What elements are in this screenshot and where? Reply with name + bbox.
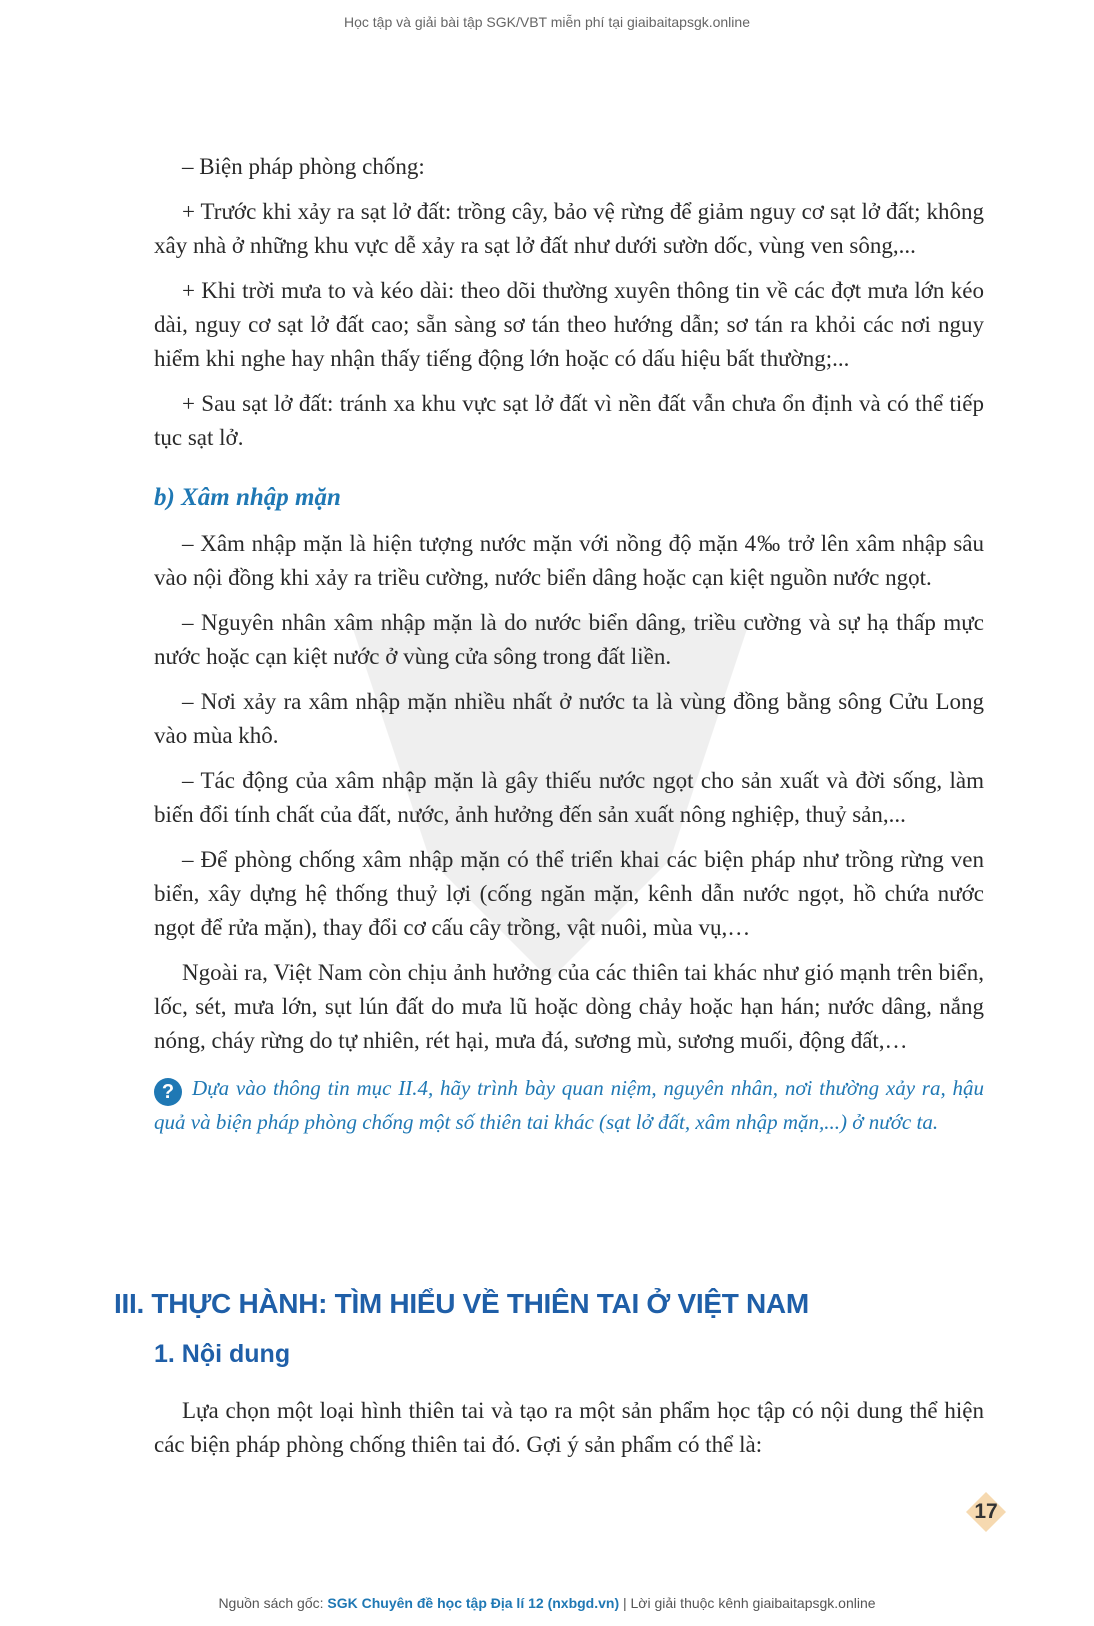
paragraph: + Khi trời mưa to và kéo dài: theo dõi thường xuyên thông tin về các đợt mưa lớn kéo dài, nguy cơ sạt lở đất cao; sẵn sàng sơ tán theo hướng dẫn; sơ tán ra khỏi các nơi nguy hiểm khi nghe hay nhận thấy tiếng động lớn hoặc có dấu hiệu bất thường;... [154,278,984,371]
question-circle-icon: ? [154,1078,182,1106]
main-content [154,150,984,1138]
question-text: Dựa vào thông tin mục II.4, hãy trình bày quan niệm, nguyên nhân, nơi thường xảy ra, hậu quả và biện pháp phòng chống một số thiên tai khác (sạt lở đất, xâm nhập mặn,...) ở nước ta. [154,1076,984,1134]
question-box [154,1072,984,1138]
header-note: Học tập và giải bài tập SGK/VBT miễn phí tại giaibaitapsgk.online [344,14,750,30]
paragraph: – Để phòng chống xâm nhập mặn có thể triển khai các biện pháp như trồng rừng ven biển, xây dựng hệ thống thuỷ lợi (cống ngăn mặn, kênh dẫn nước ngọt, hồ chứa nước ngọt để rửa mặn), thay đổi cơ cấu cây trồng, vật nuôi, mùa vụ,… [154,847,984,940]
paragraph: – Nguyên nhân xâm nhập mặn là do nước biển dâng, triều cường và sự hạ thấp mực nước hoặc cạn kiệt nước ở vùng cửa sông trong đất liền. [154,610,984,669]
paragraph: – Nơi xảy ra xâm nhập mặn nhiều nhất ở nước ta là vùng đồng bằng sông Cửu Long vào mùa khô. [154,689,984,748]
footer-source-link[interactable]: SGK Chuyên đề học tập Địa lí 12 (nxbgd.vn) [327,1595,620,1611]
paragraph: – Xâm nhập mặn là hiện tượng nước mặn với nồng độ mặn 4‰ trở lên xâm nhập sâu vào nội đồng khi xảy ra triều cường, nước biển dâng hoặc cạn kiệt nguồn nước ngọt. [154,531,984,590]
footer-suffix: | Lời giải thuộc kênh giaibaitapsgk.online [619,1595,876,1611]
footer-note [0,1595,1094,1611]
paragraph: + Trước khi xảy ra sạt lở đất: trồng cây, bảo vệ rừng để giảm nguy cơ sạt lở đất; không xây nhà ở những khu vực dễ xảy ra sạt lở đất như dưới sườn dốc, vùng ven sông,... [154,199,984,258]
paragraph: + Sau sạt lở đất: tránh xa khu vực sạt lở đất vì nền đất vẫn chưa ổn định và có thể tiếp tục sạt lở. [154,391,984,450]
section-iii-title: III. THỰC HÀNH: TÌM HIỂU VỀ THIÊN TAI Ở VIỆT NAM [114,1288,809,1319]
page-number-badge [964,1490,1008,1534]
paragraph: Ngoài ra, Việt Nam còn chịu ảnh hưởng của các thiên tai khác như gió mạnh trên biển, lốc, sét, mưa lớn, sụt lún đất do mưa lũ hoặc dòng chảy hoặc hạn hán; nước dâng, nắng nóng, cháy rừng do tự nhiên, rét hại, mưa đá, sương mù, sương muối, động đất,… [154,960,984,1053]
paragraph: Lựa chọn một loại hình thiên tai và tạo ra một sản phẩm học tập có nội dung thể hiện các biện pháp phòng chống thiên tai đó. Gợi ý sản phẩm có thể là: [154,1398,984,1457]
practice-content [154,1394,984,1473]
paragraph: – Biện pháp phòng chống: [182,154,425,179]
section-1-title: 1. Nội dung [154,1340,291,1368]
footer-prefix: Nguồn sách gốc: [218,1595,328,1611]
page-number: 17 [974,1500,998,1523]
section-b-title: b) Xâm nhập mặn [154,484,341,511]
paragraph: – Tác động của xâm nhập mặn là gây thiếu nước ngọt cho sản xuất và đời sống, làm biến đổi tính chất của đất, nước, ảnh hưởng đến sản xuất nông nghiệp, thuỷ sản,... [154,768,984,827]
